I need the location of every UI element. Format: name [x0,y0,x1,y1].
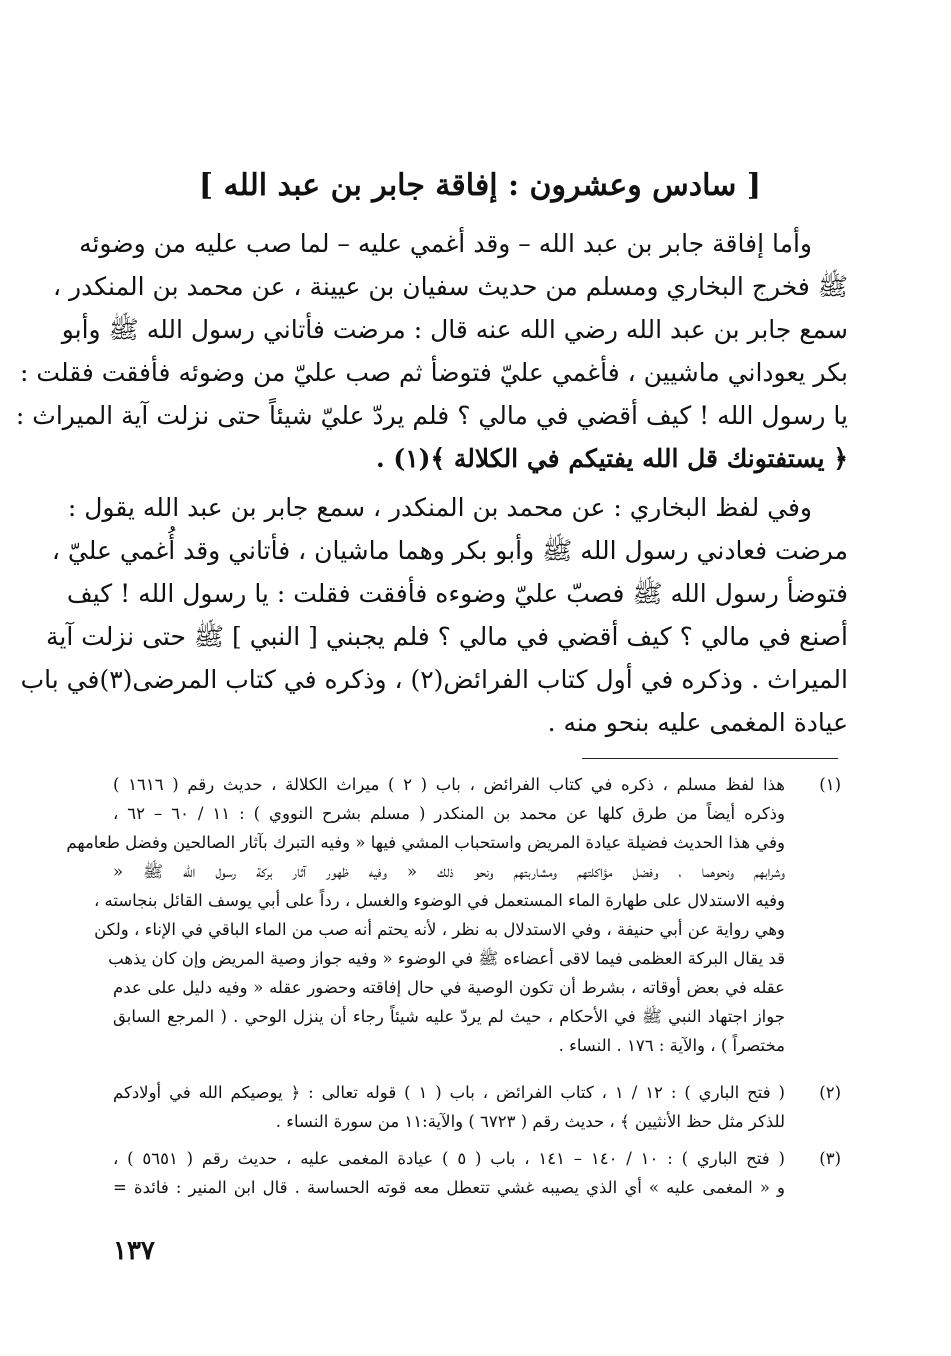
footnote-line: قد يقال البركة العظمى فيما لاقى أعضاءه ﷺ في الوضوء « وفيه جواز وصية المريض وإن كان يذهب [108,949,785,968]
footnote-number: (١) [819,775,841,794]
footnote-line: وشرابهم ونحوهما ، وفضل مؤاكلتهم ومشاربتهم ونحو ذلك « وفيه ظهور آثار بركة رسول الله ﷺ « [113,862,785,881]
paragraph-line: يا رسول الله ! كيف أقضي في مالي ؟ فلم يردّ عليّ شيئاً حتى نزلت آية الميراث : [15,401,848,430]
paragraph-line: وفي لفظ البخاري : عن محمد بن المنكدر ، سمع جابر بن عبد الله يقول : [67,493,812,522]
footnote-line: جواز اجتهاد النبي ﷺ في الأحكام ، حيث لم يردّ عليه شيئاً رجاء أن ينزل الوحي . ( المرجع السابق [113,1007,785,1026]
paragraph-line: الميراث . وذكره في أول كتاب الفرائض(٢) ، وذكره في كتاب المرضى(٣)في باب [20,665,848,694]
page-number: ١٣٧ [113,1236,155,1266]
paragraph-line: سمع جابر بن عبد الله رضي الله عنه قال : مرضت فأتاني رسول الله ﷺ وأبو [61,315,848,344]
footnote-line: مختصراً ) ، والآية : ١٧٦ . النساء . [558,1036,785,1055]
footnote-line: وفي هذا الحديث فضيلة عيادة المريض واستحباب المشي فيها « وفيه التبرك بآثار الصالحين وفضل طعامهم [66,833,785,852]
footnote-number: (٣) [819,1149,841,1168]
footnote-line: ( فتح الباري ) : ١٢ / ١ ، كتاب الفرائض ، باب ( ١ ) قوله تعالى : ﴿ يوصيكم الله في أولادكم [113,1083,785,1102]
footnote-line: وفيه الاستدلال على طهارة الماء المستعمل في الوضوء والغسل ، رداً على أبي يوسف القائل بنجاسته ، [93,891,785,910]
footnote-line: عقله في بعض أوقاته ، بشرط أن تكون الوصية في حال إفاقته وحضور عقله « وفيه دليل على عدم [113,978,785,997]
paragraph-line: بكر يعوداني ماشيين ، فأغمي عليّ فتوضأ ثم صب عليّ من وضوئه فأفقت فقلت : [20,358,848,387]
paragraph-line: عيادة المغمى عليه بنحو منه . [547,708,848,737]
paragraph-1 [15,222,848,480]
footnote-line: و « المغمى عليه » أي الذي يصيبه غشي تتعطل معه قوته الحساسة . قال ابن المنير : فائدة = [113,1178,785,1197]
footnote-line: ( فتح الباري ) : ١٠ / ١٤٠ – ١٤١ ، باب ( ٥ ) عيادة المغمى عليه ، حديث رقم ( ٥٦٥١ ) ، [113,1149,785,1168]
paragraph-line: ﷺ فخرج البخاري ومسلم من حديث سفيان بن عيينة ، عن محمد بن المنكدر ، [53,272,848,301]
footnote-2 [113,1078,841,1136]
paragraph-line: أصنع في مالي ؟ كيف أقضي في مالي ؟ فلم يجبني [ النبي ] ﷺ حتى نزلت آية [45,622,848,651]
footnote-line: وذكره أيضاً من طرق كلها عن محمد بن المنكدر ( مسلم بشرح النووي ) : ١١ / ٦٠ – ٦٢ ، [113,804,785,823]
footnote-number: (٢) [819,1083,841,1102]
footnote-line: وهي رواية عن أبي حنيفة ، وفي الاستدلال به نظر ، لأنه يحتم أنه صب من الماء الباقي في الإناء ، ولكن [94,920,785,939]
footnote-3 [113,1144,841,1202]
footnote-1 [66,770,841,1060]
footnote-line: للذكر مثل حظ الأنثيين ﴾ ، حديث رقم ( ٦٧٢٣ ) والآية:١١ من سورة النساء . [275,1112,785,1131]
paragraph-line: مرضت فعادني رسول الله ﷺ وأبو بكر وهما ماشيان ، فأتاني وقد أُغمي عليّ ، [51,536,848,565]
footnote-line: هذا لفظ مسلم ، ذكره في كتاب الفرائض ، باب ( ٢ ) ميراث الكلالة ، حديث رقم ( ١٦١٦ ) [113,775,785,794]
footnote-separator [582,758,838,759]
paragraph-2 [20,486,848,744]
paragraph-line: وأما إفاقة جابر بن عبد الله – وقد أغمي عليه – لما صب عليه من وضوئه [79,229,812,258]
quran-verse-line: ﴿ يستفتونك قل الله يفتيكم في الكلالة ﴾(١) . [375,444,848,473]
section-heading: [ سادس وعشرون : إفاقة جابر بن عبد الله ] [198,168,762,203]
paragraph-line: فتوضأ رسول الله ﷺ فصبّ عليّ وضوءه فأفقت فقلت : يا رسول الله ! كيف [66,579,848,608]
